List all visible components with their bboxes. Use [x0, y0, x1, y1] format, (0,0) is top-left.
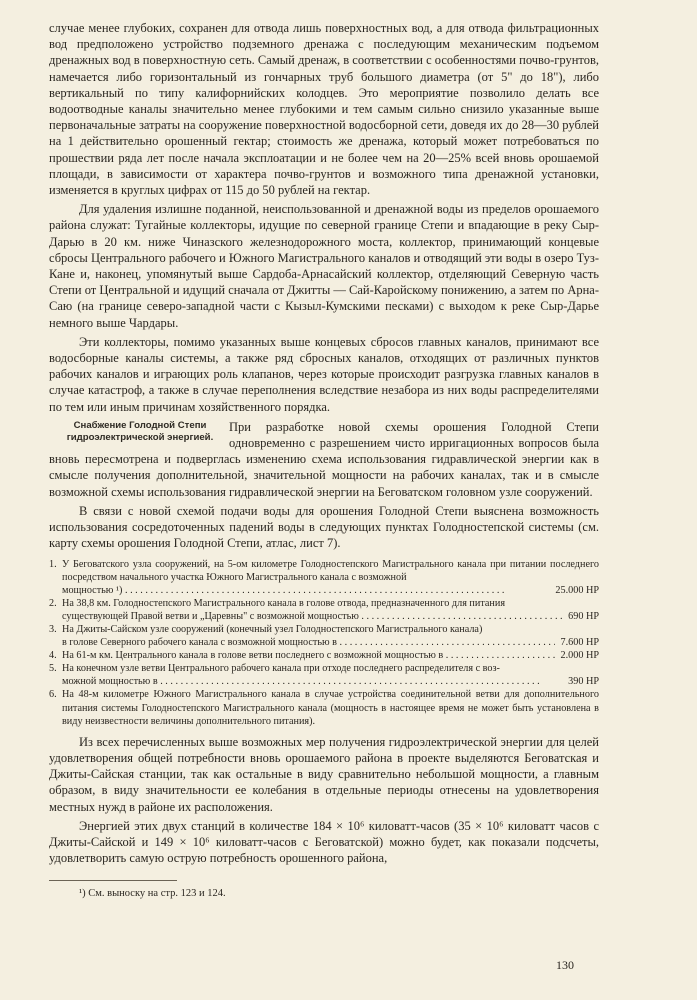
footnote: ¹) См. выноску на стр. 123 и 124. [79, 888, 226, 900]
paragraph-stations: Из всех перечисленных выше возможных мер получения гидроэлектрической энергии для целей удовлетворения общей потребности вновь орошаемого района в проекте выделяются Беговатская и Джиты-Сайская станции, так как остальные в виду сравнительно небольшой мощности, а главным образом, в виду значительности ее колебания в отдельные периоды отнесены на удовлетворения местных нужд в районе их расположения. [49, 734, 599, 814]
list-item: 4. На 61-м км. Центрального канала в голове ветви последнего с возможной мощностью в . . . 2.000 НР [49, 649, 599, 662]
power-value: 25.000 НР [555, 584, 599, 596]
page-number: 130 [556, 958, 574, 972]
paragraph-hydro-scheme: При разработке новой схемы орошения Голодной Степи одновременно с разрешением чисто ирригационных вопросов была вновь пересмотрена и подверглась изменению схема использования гидравлической энергии как в смысле получения дополнительной, значительной мощности на рабочих каналах, так и в смысле возможной схемы использования гидравлической энергии на Беговатском головном узле сооружений. [49, 419, 599, 499]
paragraph-water-falls: В связи с новой схемой подачи воды для орошения Голодной Степи выяснена возможность использования сосредоточенных падений воды в следующих пунктах Голодностепской системы (см. карту схемы орошения Голодной Степи, атлас, лист 7). [49, 503, 599, 551]
list-item: 2. На 38,8 км. Голодностепского Магистрального канала в голове отвода, предназначенного для питания существующей Правой ветви и „Царевны" с возможной мощностью . . . 690 НР [49, 597, 599, 623]
list-item: 6. На 48-м километре Южного Магистрального канала в случае устройства соединительной ветви для дополнительного питания системы Голодностепского Магистрального канала (мощность в настоящее время не может быть установлена в виду неизвестности величины дополнительного питания). [49, 689, 599, 727]
hydro-section [49, 419, 599, 500]
list-item: 3. На Джиты-Сайском узле сооружений (конечный узел Голодностепского Магистрального канала) в голове Северного рабочего канала с возможной мощностью в . . . 7.600 НР [49, 623, 599, 649]
list-item: 5. На конечном узле ветви Центрального рабочего канала при отходе последнего распределителя с воз- можной мощностью в . . . 390 НР [49, 662, 599, 688]
paragraph-collectors: Для удаления излишне поданной, неиспользованной и дренажной воды из пределов орошаемого района служат: Тугайные коллекторы, идущие по северной границе Степи и впадающие в реку Сыр-Дарью в 20 км. ниже Чиназского железнодорожного моста, коллектор, принимающий концевые сбросы Центрального рабочего и Южного Магистрального каналов и отводящий эти воды в озеро Туз-Кане и, наконец, упомянутый выше Сардоба-Арнасайский коллектор, отделяющий Северную часть Степи от Центральной и идущий сначала от Джитты — Сай-Каройскому понижению, а затем по Арна-Саю (на границе северо-западной части с Кызыл-Кумскими песками) с выходом к реке Сыр-Дарье немного выше Чардары. [49, 202, 599, 330]
paragraph-energy: Энергией этих двух станций в количестве 184 × 10⁶ киловатт-часов (35 × 10⁶ киловатт часов с Джиты-Сайской и 149 × 10⁶ киловатт-часов с Беговатской) можно будет, как показали подсчеты, удовлетворить самую острую потребность орошенного района, [49, 818, 599, 866]
power-value: 7.600 НР [560, 637, 599, 649]
list-item: 1. У Беговатского узла сооружений, на 5-ом километре Голодностепского Магистрального канала при питании последнего посредством начального участка Южного Магистрального канала с возможной мощностью ¹) . . . 25.000 НР [49, 558, 599, 597]
paragraph-collector-function: Эти коллекторы, помимо указанных выше концевых сбросов главных каналов, принимают все водосборные каналы системы, а также ряд сбросных каналов, отходящих от различных пунктов рабочих каналов и играющих роль клапанов, через которые происходит разгрузка главных каналов в случае катастроф, а также в случае переполнения вследствие незабора из них воды распределителями по тем или иным причинам хозяйственного порядка. [49, 334, 599, 414]
paragraph-drainage: случае менее глубоких, сохранен для отвода лишь поверхностных вод, а для отвода фильтрационных вод предположено устройство подземного дренажа с последующим механическим подъемом дренажных вод в поверхностную сеть. Самый дренаж, в соответствии с особенностями почво-грунтов, намечается либо горизонтальный из гончарных труб большого диаметра (от 5" до 18"), либо вертикальный по типу калифорнийских колодцев. Это мероприятие позволило делать все водоотводные каналы значительно менее глубокими и тем самым сильно снизило указанные выше первоначальные затраты на сооружение поверхностной водосборной сети, доведя их до 28—30 рублей на 1 действительно орошенный гектар; стоимость же дренажа, который может потребоваться по прошествии ряда лет после начала эксплоатации и не более чем на 20—25% всей вновь орошаемой площади, в зависимости от характера почво-грунтов и возможного типа дренажной установки, изменяется в круглых цифрах от 115 до 50 рублей на гектар. [49, 21, 599, 198]
power-site-list [49, 558, 599, 728]
power-value: 2.000 НР [560, 650, 599, 662]
footnote-divider [49, 880, 177, 881]
power-value: 390 НР [568, 676, 599, 688]
power-value: 690 НР [568, 610, 599, 622]
side-note-heading: Снабжение Голодной Степи гидроэлектрической энергией. [66, 419, 214, 444]
